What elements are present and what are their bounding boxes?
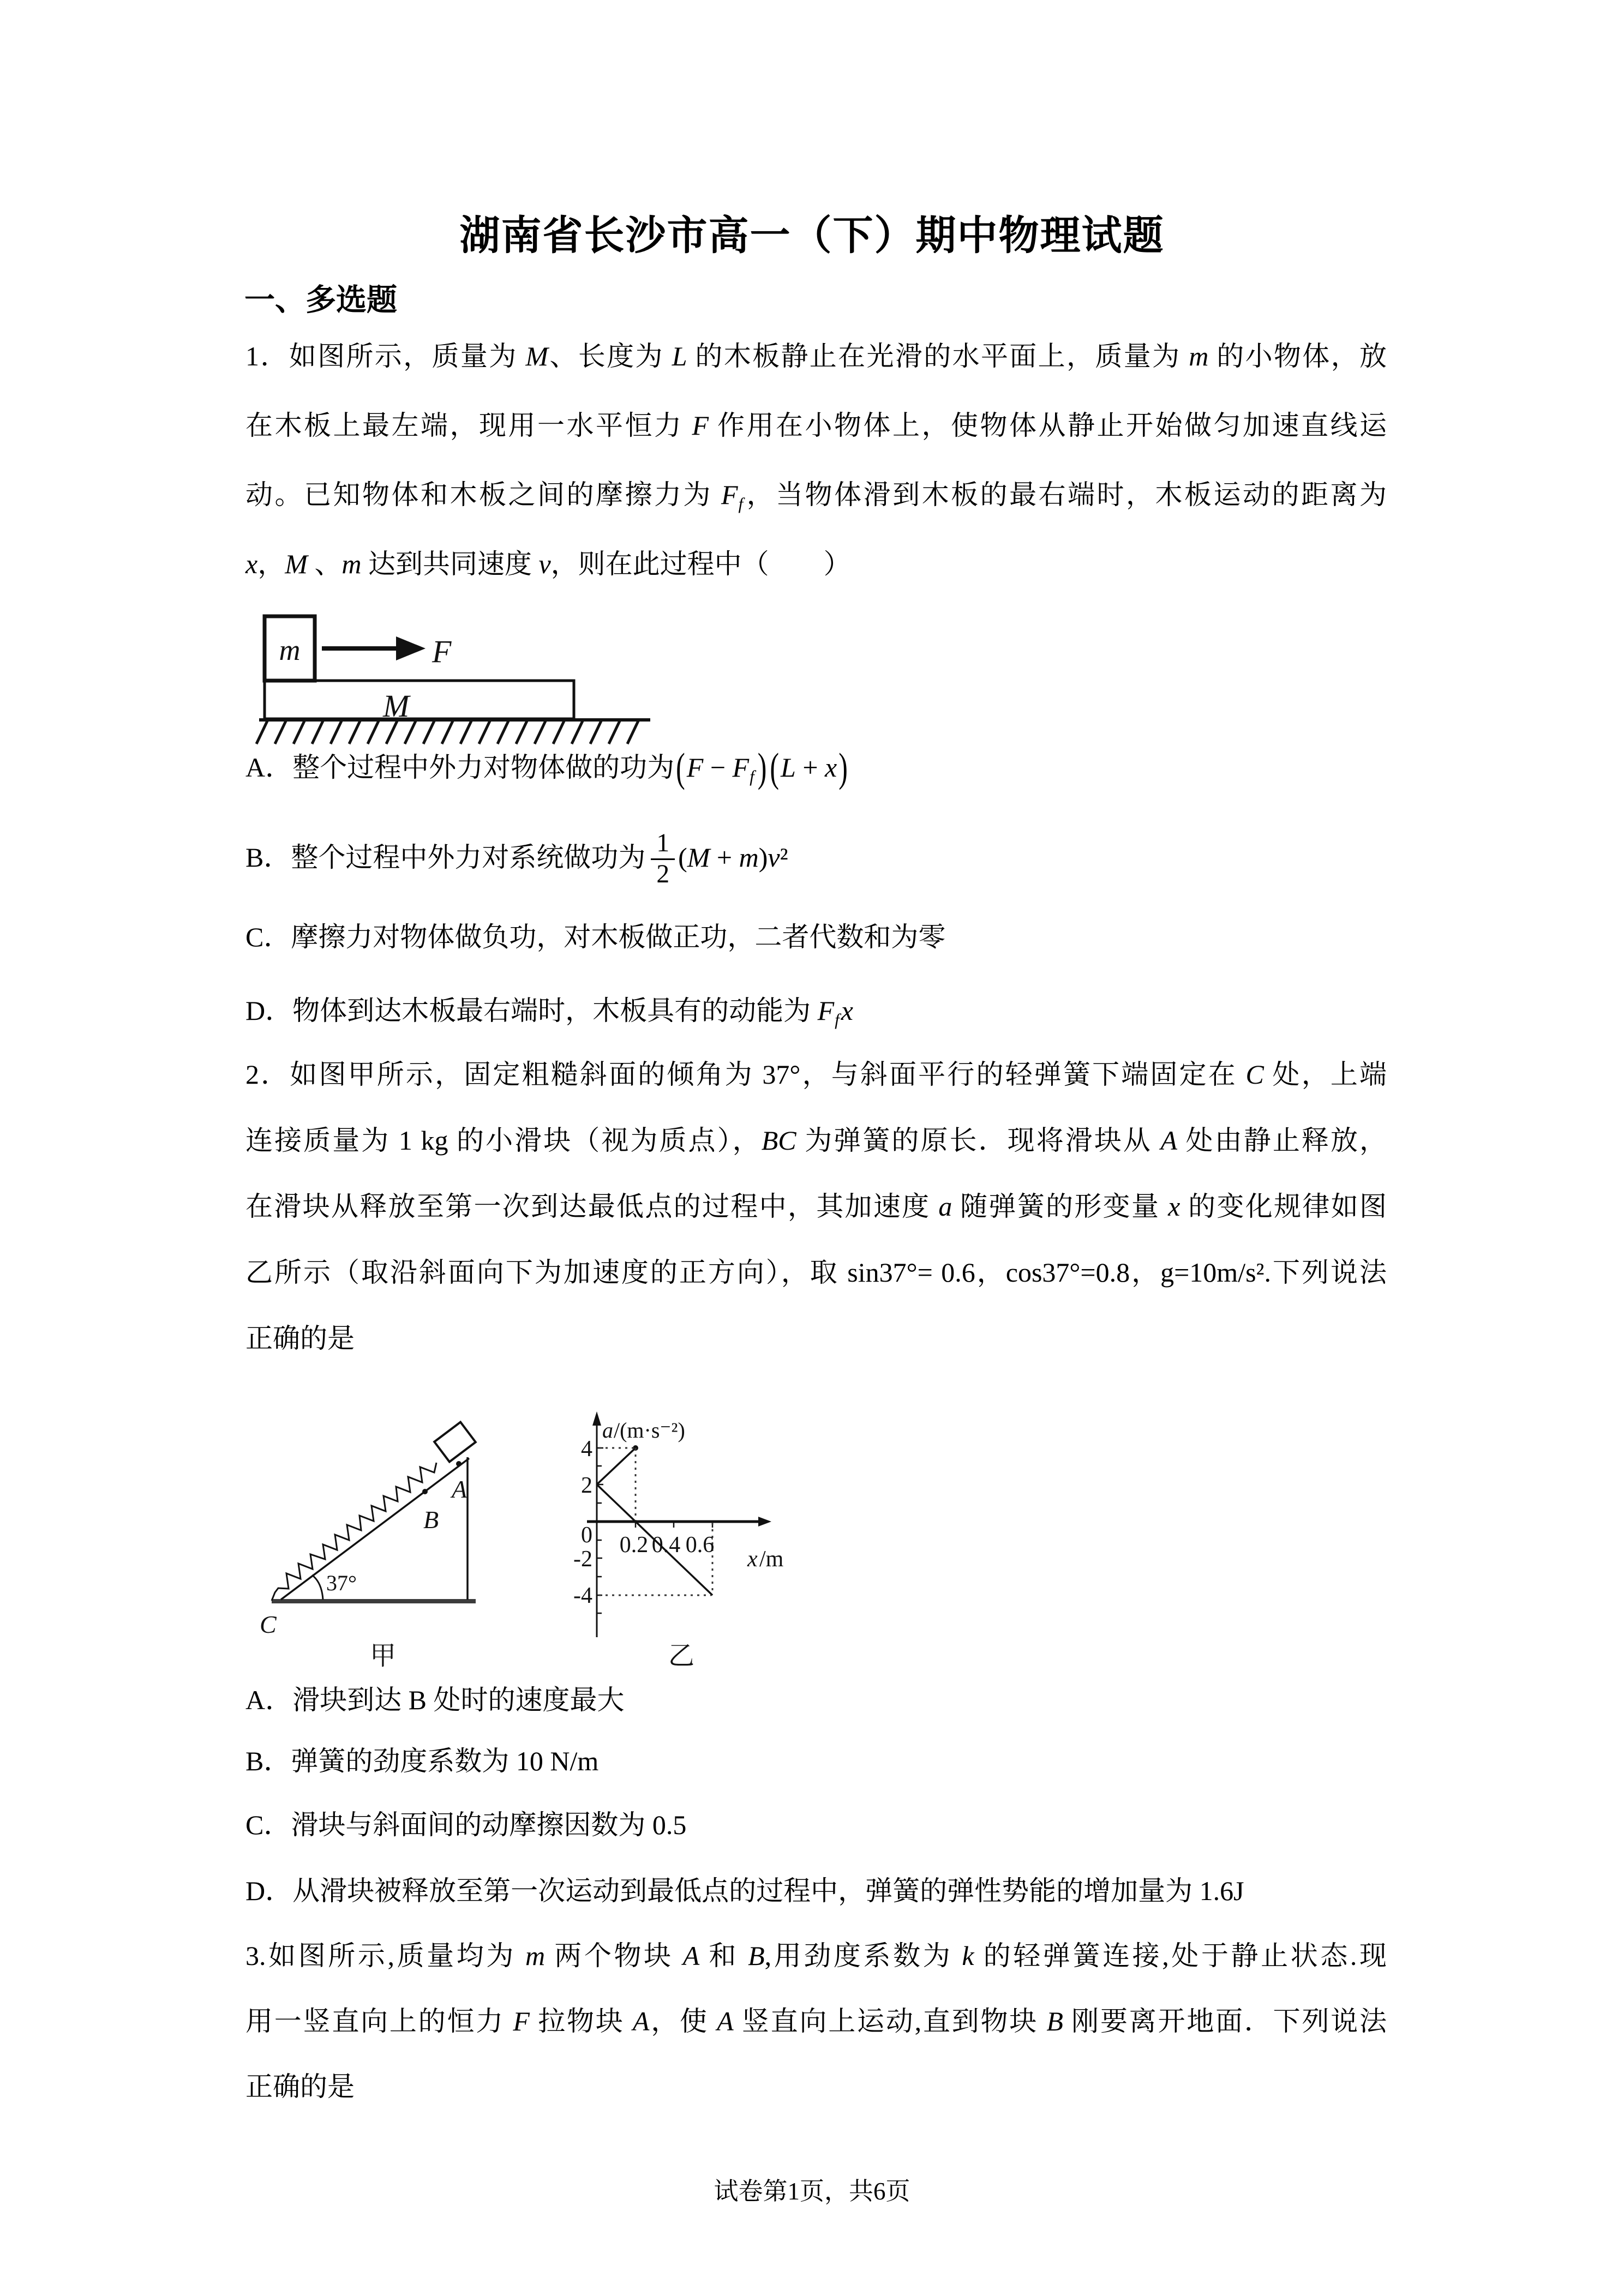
q2-line-5: 正确的是 xyxy=(245,1323,355,1354)
point-a-label: A xyxy=(452,1475,468,1503)
x-tick-02: 0.2 xyxy=(619,1532,649,1558)
angle-arc xyxy=(312,1575,323,1600)
board-shape xyxy=(265,681,574,719)
point-c-label: C xyxy=(260,1610,277,1638)
page-title: 湖南省长沙市高一（下）期中物理试题 xyxy=(459,213,1165,258)
q2-incline-figure xyxy=(240,1396,491,1669)
page-footer: 试卷第1页，共6页 xyxy=(714,2178,910,2205)
x-tick-06: 0.6 xyxy=(685,1532,715,1558)
point-b-label: B xyxy=(423,1506,439,1534)
y-tick-2: 2 xyxy=(581,1473,592,1498)
q1-option-a: A．整个过程中外力对物体做的功为(F − Ff ) (L + x) xyxy=(245,744,848,790)
q3-line-2: 用一竖直向上的恒力 F 拉物块 A，使 A 竖直向上运动,直到物块 B 刚要离开地面．下列说法 xyxy=(245,2006,1387,2036)
figure-jia-caption: 甲 xyxy=(370,1642,397,1670)
q1-option-b: B．整个过程中外力对系统做功为 $\frac{1}{2}$ (M + m)v² xyxy=(245,829,788,889)
q3-line-1: 3.如图所示,质量均为 m 两个物块 A 和 B,用劲度系数为 k 的轻弹簧连接,处于静止状态.现 xyxy=(245,1940,1387,1971)
point-b-dot xyxy=(422,1489,428,1494)
y-axis-ticks xyxy=(597,1448,603,1613)
q1-line-3: 动。已知物体和木板之间的摩擦力为 Ff，当物体滑到木板的最右端时，木板运动的距离为 xyxy=(245,479,1387,513)
force-arrow-head xyxy=(396,636,426,660)
y-axis-arrow xyxy=(592,1411,601,1426)
q2-line-4: 乙所示（取沿斜面向下为加速度的正方向），取 sin37°= 0.6，cos37°=0.8，g=10m/s².下列说法 xyxy=(245,1257,1387,1288)
y-tick-n2: -2 xyxy=(573,1547,592,1572)
y-tick-4: 4 xyxy=(581,1436,592,1462)
q2-line-3: 在滑块从释放至第一次到达最低点的过程中，其加速度 a 随弹簧的形变量 x 的变化规律如图 xyxy=(245,1191,1387,1222)
q1-line-4: x，M 、m 达到共同速度 v，则在此过程中（ ） xyxy=(245,549,851,579)
x-axis-label-var: x xyxy=(747,1547,758,1572)
q1-option-c: C．摩擦力对物体做负功，对木板做正功，二者代数和为零 xyxy=(245,922,946,952)
y-tick-0: 0 xyxy=(581,1523,592,1548)
x-tick-04: 0.4 xyxy=(651,1532,681,1558)
section-header: 一、多选题 xyxy=(244,283,397,317)
incline-surface xyxy=(281,1458,469,1600)
y-axis-label-unit: /(m·s⁻²) xyxy=(614,1418,685,1442)
graph-segment-stretch xyxy=(597,1448,636,1484)
q2-option-c: C．滑块与斜面间的动摩擦因数为 0.5 xyxy=(245,1810,687,1840)
q2-option-a: A．滑块到达 B 处时的速度最大 xyxy=(245,1685,625,1715)
angle-label: 37° xyxy=(326,1571,357,1595)
force-f-label: F xyxy=(432,634,452,669)
q2-acceleration-graph xyxy=(567,1396,802,1669)
x-axis-label-unit: /m xyxy=(759,1547,784,1572)
q3-line-3: 正确的是 xyxy=(245,2071,355,2102)
question-2-text xyxy=(245,1042,1387,1372)
question-1-text xyxy=(245,322,1387,599)
board-m-label: M xyxy=(383,688,410,724)
block-m-label: m xyxy=(279,634,301,666)
q2-option-b: B．弹簧的劲度系数为 10 N/m xyxy=(245,1746,599,1776)
q1-line-1: 1．如图所示，质量为 M、长度为 L 的木板静止在光滑的水平面上，质量为 m 的小物体，放 xyxy=(245,341,1387,371)
figure-yi-caption: 乙 xyxy=(668,1642,695,1670)
slider-block xyxy=(434,1422,476,1462)
x-axis-arrow xyxy=(758,1517,771,1526)
q2-option-d: D．从滑块被释放至第一次运动到最低点的过程中，弹簧的弹性势能的增加量为 1.6J xyxy=(245,1876,1244,1906)
y-axis-label-var: a xyxy=(602,1418,613,1442)
question-3-text xyxy=(245,1923,1387,2119)
q1-option-d: D．物体到达木板最右端时，木板具有的动能为 Ffx xyxy=(245,995,853,1029)
q1-line-2: 在木板上最左端，现用一水平恒力 F 作用在小物体上，使物体从静止开始做匀加速直线运 xyxy=(245,410,1387,441)
q2-line-2: 连接质量为 1 kg 的小滑块（视为质点），BC 为弹簧的原长．现将滑块从 A 处由静止释放， xyxy=(245,1125,1387,1156)
y-tick-n4: -4 xyxy=(573,1583,592,1608)
q2-line-1: 2．如图甲所示，固定粗糙斜面的倾角为 37°，与斜面平行的轻弹簧下端固定在 C 处，上端 xyxy=(245,1059,1387,1090)
q1-figure-block-on-board xyxy=(240,603,676,745)
point-a-dot xyxy=(456,1461,462,1466)
